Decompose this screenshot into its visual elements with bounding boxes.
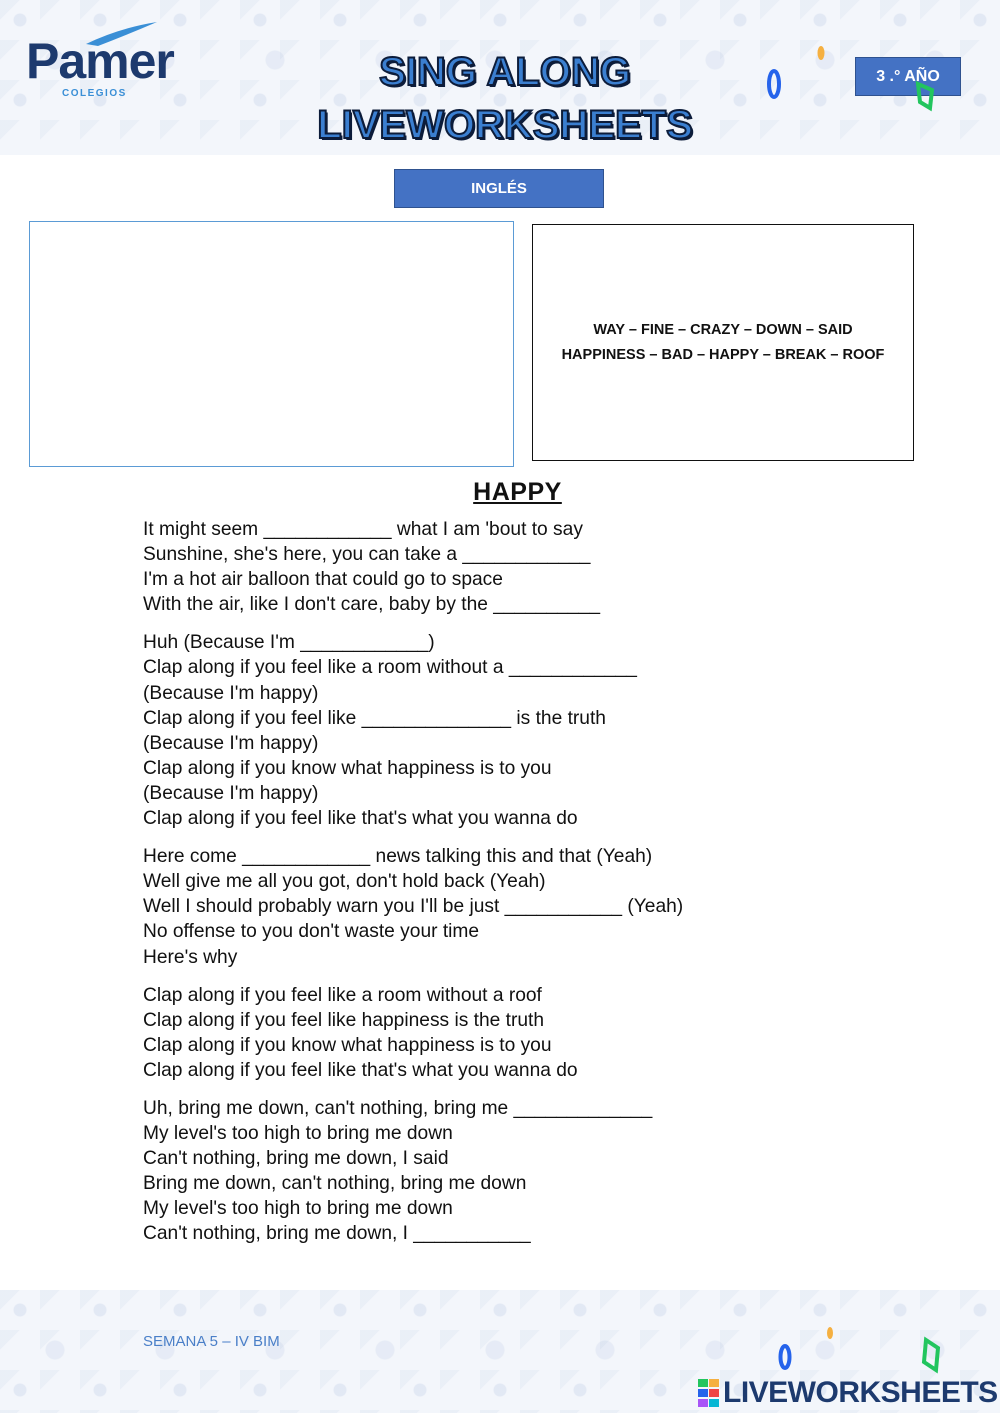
lyric-line: Clap along if you know what happiness is to you <box>143 757 552 779</box>
lyric-line: (Because I'm happy) <box>143 682 319 704</box>
page-title-line-2: LIVEWORKSHEETS <box>317 103 693 147</box>
lyrics <box>143 517 843 1260</box>
stanza <box>143 517 843 617</box>
lyric-line: Can't nothing, bring me down, I said <box>143 1148 449 1170</box>
subject-badge: INGLÉS <box>394 169 604 208</box>
lyric-line: My level's too high to bring me down <box>143 1198 453 1220</box>
lyric-line: (Because I'm happy) <box>143 732 319 754</box>
green-shape-icon <box>912 80 938 112</box>
liveworksheets-logo-icon <box>698 1379 720 1407</box>
lyric-line: I'm a hot air balloon that could go to space <box>143 569 503 591</box>
word-bank <box>532 224 914 461</box>
blue-drop-icon <box>776 1342 794 1372</box>
song-title: HAPPY <box>473 478 562 506</box>
lyric-line: Clap along if you feel like a room without a ____________ <box>143 657 637 679</box>
stanza <box>143 983 843 1083</box>
lyric-line: Uh, bring me down, can't nothing, bring me _____________ <box>143 1097 653 1119</box>
lyric-line: Clap along if you know what happiness is to you <box>143 1034 552 1056</box>
logo-name: Pamer <box>26 33 174 89</box>
lyric-line: Clap along if you feel like a room without a roof <box>143 984 542 1006</box>
green-shape-icon <box>918 1336 944 1376</box>
lyric-line: Here's why <box>143 946 238 968</box>
lyric-line: Clap along if you feel like that's what you wanna do <box>143 808 578 830</box>
lyric-line: Well I should probably warn you I'll be just ___________ (Yeah) <box>143 896 684 918</box>
song-image-placeholder <box>29 221 514 467</box>
lyric-line: No offense to you don't waste your time <box>143 921 480 943</box>
orange-drop-icon <box>825 1325 835 1341</box>
word-bank-line-2: HAPPINESS – BAD – HAPPY – BREAK – ROOF <box>561 346 885 363</box>
stanza <box>143 844 843 969</box>
lyric-line: Clap along if you feel like that's what you wanna do <box>143 1059 578 1081</box>
liveworksheets-brand <box>698 1376 998 1410</box>
word-bank-line-1: WAY – FINE – CRAZY – DOWN – SAID <box>593 321 853 338</box>
liveworksheets-brand-text: LIVEWORKSHEETS <box>723 1376 998 1409</box>
logo-subtitle: COLEGIOS <box>62 88 127 99</box>
lyric-line: Can't nothing, bring me down, I ___________ <box>143 1223 531 1245</box>
pamer-logo <box>26 22 176 102</box>
lyric-line: It might seem ____________ what I am 'bout to say <box>143 519 583 540</box>
lyric-line: My level's too high to bring me down <box>143 1123 453 1145</box>
orange-drop-icon <box>815 44 827 62</box>
blue-drop-icon <box>764 66 784 102</box>
lyric-line: Well give me all you got, don't hold back (Yeah) <box>143 871 546 893</box>
lyric-line: With the air, like I don't care, baby by the __________ <box>143 594 600 616</box>
lyric-line: Bring me down, can't nothing, bring me down <box>143 1173 527 1195</box>
stanza <box>143 630 843 831</box>
lyric-line: Sunshine, she's here, you can take a ____________ <box>143 544 591 566</box>
stanza <box>143 1096 843 1247</box>
lyric-line: Huh (Because I'm ____________) <box>143 632 435 654</box>
lyric-line: Clap along if you feel like happiness is the truth <box>143 1009 545 1031</box>
lyric-line: Here come ____________ news talking this and that (Yeah) <box>143 846 653 868</box>
page-title-line-1: SING ALONG <box>379 50 631 94</box>
lyric-line: (Because I'm happy) <box>143 782 319 804</box>
footer-week-label: SEMANA 5 – IV BIM <box>143 1333 280 1350</box>
grade-badge: 3 .° AÑO <box>855 57 961 96</box>
lyric-line: Clap along if you feel like ______________ is the truth <box>143 707 606 729</box>
